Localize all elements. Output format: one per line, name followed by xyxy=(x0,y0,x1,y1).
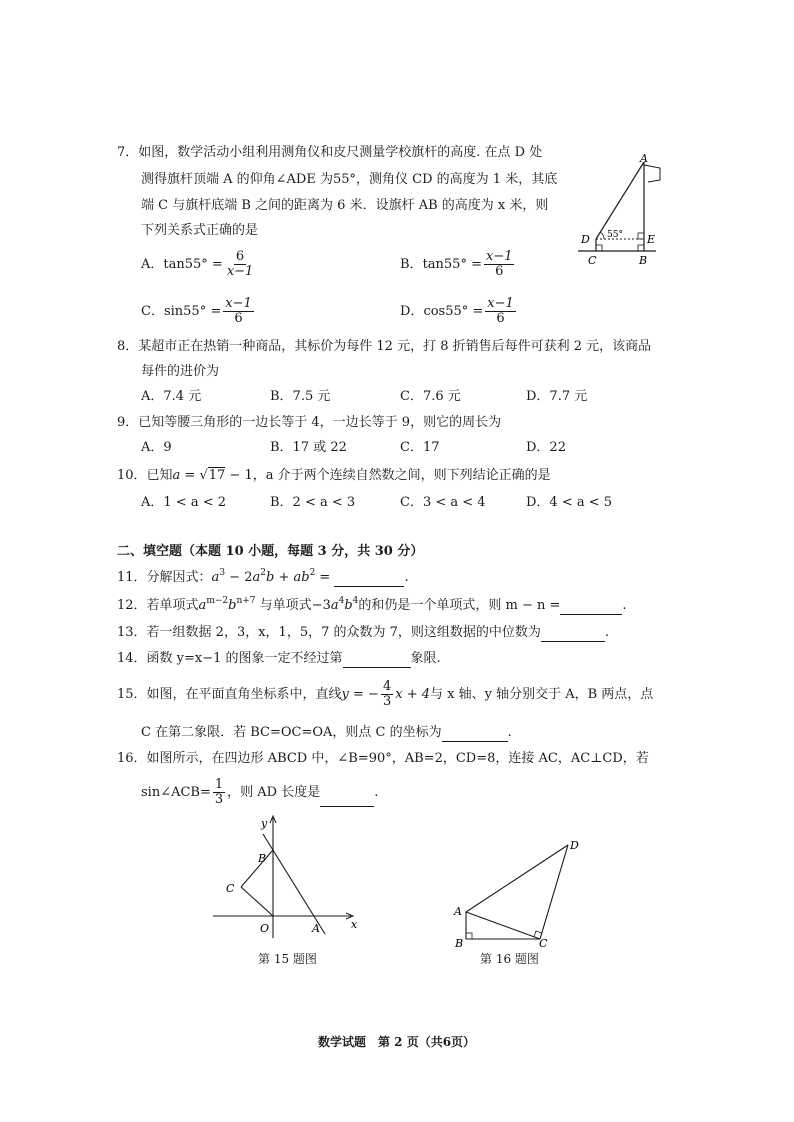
q16-line2: sin∠ACB= $\frac{1}{3}$ ，则 AD 长度是 . xyxy=(141,777,379,807)
q7-label-e: E xyxy=(647,233,656,246)
q8-option-b: B．7.5 元 xyxy=(270,389,331,404)
q13-line: 13．若一组数据 2，3，x，1，5，7 的众数为 7，则这组数据的中位数为 . xyxy=(117,625,610,640)
q15-line-ab xyxy=(263,834,325,934)
q7-option-a: A．tan55° = $\frac{6}{x-1}$ xyxy=(141,249,254,279)
section-2-title: 二、填空题（本题 10 小题，每题 3 分，共 30 分） xyxy=(117,544,424,559)
q7-label-a: A xyxy=(640,152,648,165)
q7-line3: 端 C 与旗杆底端 B 之间的距离为 6 米．设旗杆 AB 的高度为 x 米，则 xyxy=(141,198,549,213)
q15-label-x: x xyxy=(351,918,358,931)
page-footer: 数学试题 第 2 页（共6页） xyxy=(318,1035,476,1049)
q16-label-c: C xyxy=(539,937,548,950)
q16-segment-cd xyxy=(540,845,568,939)
q16-right-angle-b xyxy=(466,933,472,939)
q8-option-c: C．7.6 元 xyxy=(400,389,461,404)
q7-label-c: C xyxy=(588,254,597,267)
q8-option-d: D．7.7 元 xyxy=(526,389,588,404)
q7-line4: 下列关系式正确的是 xyxy=(141,223,259,238)
q7-right-angle-e xyxy=(638,233,644,239)
q8-line2: 每件的进价为 xyxy=(141,364,220,379)
q15-label-a: A xyxy=(312,922,320,935)
q7-flag xyxy=(644,165,660,182)
q7-sightline xyxy=(596,162,644,239)
q7-line1: 7．如图，数学活动小组利用测角仪和皮尺测量学校旗杆的高度. 在点 D 处 xyxy=(117,145,543,160)
q15-segment-oc xyxy=(241,887,273,916)
q15-label-o: O xyxy=(260,922,270,935)
q7-option-c: C．sin55° = $\frac{x-1}{6}$ xyxy=(141,296,252,326)
q16-label-a: A xyxy=(454,905,462,918)
q16-caption: 第 16 题图 xyxy=(480,952,539,966)
q7-right-angle-c xyxy=(596,245,602,251)
q15-label-c: C xyxy=(226,882,235,895)
q7-label-angle: 55° xyxy=(607,230,623,240)
q7-angle-arc xyxy=(600,232,604,239)
q10-option-b: B．2 < a < 3 xyxy=(270,495,356,510)
q7-option-d: D．cos55° = $\frac{x-1}{6}$ xyxy=(400,296,514,326)
q7-label-d: D xyxy=(581,233,590,246)
q16-segment-ac xyxy=(466,912,540,939)
q10-option-c: C．3 < a < 4 xyxy=(400,495,486,510)
q9-option-d: D．22 xyxy=(526,440,566,455)
q15-segment-bc xyxy=(241,850,273,887)
q7-right-angle-b xyxy=(638,245,644,251)
q8-line1: 8．某超市正在热销一种商品，其标价为每件 12 元，打 8 折销售后每件可获利 2 元，该商品 xyxy=(117,339,652,354)
q15-caption: 第 15 题图 xyxy=(258,952,317,966)
q14-line: 14．函数 y=x−1 的图象一定不经过第 象限. xyxy=(117,651,441,666)
q9-option-a: A．9 xyxy=(141,440,172,455)
q11-line: 11．分解因式：$a^3 - 2a^2b + ab^2$ = . xyxy=(117,568,409,585)
q7-option-b: B．tan55° = $\frac{x-1}{6}$ xyxy=(400,249,513,279)
q15-label-y: y xyxy=(261,817,268,830)
q8-option-a: A．7.4 元 xyxy=(141,389,202,404)
q7-line2: 测得旗杆顶端 A 的仰角∠ADE 为55°，测角仪 CD 的高度为 1 米，其底 xyxy=(141,172,558,187)
q15-line1: 15．如图，在平面直角坐标系中，直线y = − $\frac{4}{3}$ x + 4与 x 轴、y 轴分别交于 A，B 两点，点 xyxy=(117,679,654,709)
q16-label-b: B xyxy=(455,937,464,950)
q16-label-d: D xyxy=(570,839,579,852)
q9-option-c: C．17 xyxy=(400,440,440,455)
q7-label-b: B xyxy=(639,254,648,267)
q16-segment-ad xyxy=(466,845,568,912)
q15-label-b: B xyxy=(258,852,267,865)
q15-figure xyxy=(205,812,365,947)
q9-option-b: B．17 或 22 xyxy=(270,440,347,455)
q12-line: 12．若单项式$a^{m-2}b^{n+7}$ 与单项式$-3a^4b^4$的和仍是一个单项式，则 m − n = . xyxy=(117,596,627,613)
q10-line1: 10．已知a = √17 − 1，a 介于两个连续自然数之间，则下列结论正确的是 xyxy=(117,468,551,483)
q10-option-a: A．1 < a < 2 xyxy=(141,495,226,510)
q9-line1: 9．已知等腰三角形的一边长等于 4，一边长等于 9，则它的周长为 xyxy=(117,415,502,430)
q7-figure xyxy=(574,150,674,270)
q10-option-d: D．4 < a < 5 xyxy=(526,495,613,510)
q15-line2: C 在第二象限．若 BC=OC=OA，则点 C 的坐标为 . xyxy=(141,725,512,740)
q16-line1: 16．如图所示，在四边形 ABCD 中，∠B=90°，AB=2，CD=8，连接 AC，AC⊥CD，若 xyxy=(117,751,649,766)
q16-figure xyxy=(448,835,593,950)
